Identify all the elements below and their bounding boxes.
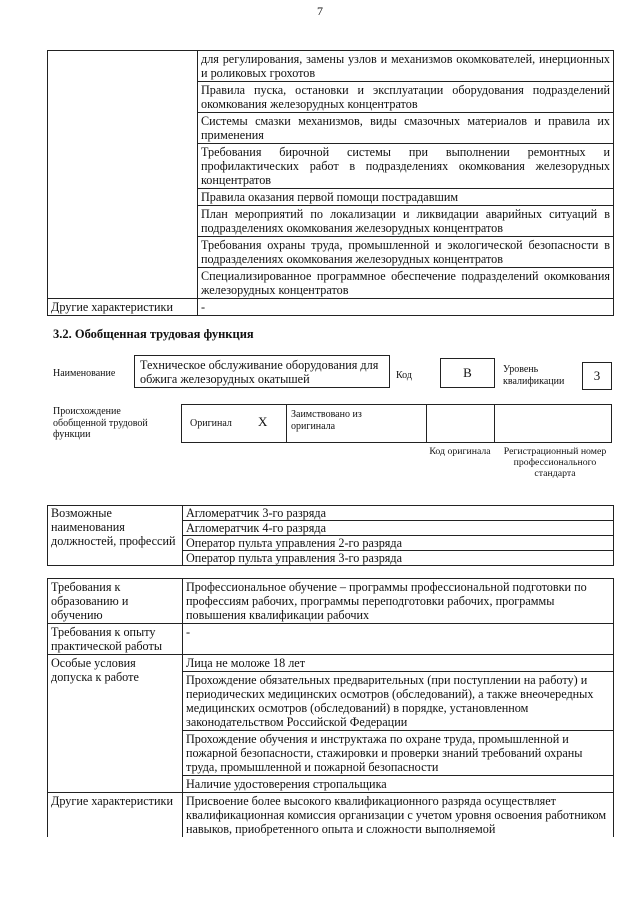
position-item: Агломератчик 4-го разряда xyxy=(183,521,614,536)
other-characteristics-value: - xyxy=(198,299,614,316)
position-item: Оператор пульта управления 2-го разряда xyxy=(183,536,614,551)
name-label: Наименование xyxy=(53,368,116,379)
table-row xyxy=(48,299,614,316)
level-label: Уровень квалификации xyxy=(503,364,565,387)
empty-label-cell xyxy=(48,51,198,299)
position-item: Агломератчик 3-го разряда xyxy=(183,506,614,521)
knowledge-table xyxy=(47,50,614,316)
table-row xyxy=(48,579,614,624)
knowledge-item: Специализированное программное обеспечение подразделений окомкования железорудных концентратов xyxy=(198,268,614,299)
borrowed-label: Заимствовано из оригинала xyxy=(291,409,362,432)
other-characteristics-value: Присвоение более высокого квалификационного разряда осуществляет квалификационная комиссия организации с учетом уровня освоения работником навыков, приобретенного опыта и сложности выполняемой xyxy=(183,793,614,838)
knowledge-item: Правила пуска, остановки и эксплуатации оборудования подразделений окомкования железорудных концентратов xyxy=(198,82,614,113)
origin-row xyxy=(181,404,612,443)
origin-label: Происхождение обобщенной трудовой функции xyxy=(53,406,148,440)
page-number: 7 xyxy=(317,4,323,18)
reg-number-caption: Регистрационный номер профессионального стандарта xyxy=(503,446,607,479)
origin-divider xyxy=(286,404,287,443)
access-label: Особые условия допуска к работе xyxy=(48,655,183,793)
education-label: Требования к образованию и обучению xyxy=(48,579,183,624)
code-original-caption: Код оригинала xyxy=(429,446,491,457)
knowledge-item: Правила оказания первой помощи пострадавшим xyxy=(198,189,614,206)
knowledge-item: План мероприятий по локализации и ликвидации аварийных ситуаций в подразделениях окомкования железорудных концентратов xyxy=(198,206,614,237)
knowledge-item: для регулирования, замены узлов и механизмов окомкователей, инерционных и роликовых грохотов xyxy=(198,51,614,82)
knowledge-item: Системы смазки механизмов, виды смазочных материалов и правила их применения xyxy=(198,113,614,144)
other-characteristics-label: Другие характеристики xyxy=(48,793,183,838)
table-row xyxy=(48,51,614,82)
position-item: Оператор пульта управления 3-го разряда xyxy=(183,551,614,566)
requirements-table xyxy=(47,578,614,837)
section-title: 3.2. Обобщенная трудовая функция xyxy=(53,327,254,341)
origin-divider xyxy=(426,404,427,443)
original-label: Оригинал xyxy=(190,418,232,429)
code-label: Код xyxy=(396,370,412,381)
positions-table xyxy=(47,505,614,566)
education-value: Профессиональное обучение – программы профессиональной подготовки по профессиям рабочих, программы переподготовки рабочих, программы повышения квалификации рабочих xyxy=(183,579,614,624)
experience-value: - xyxy=(183,624,614,655)
table-row xyxy=(48,793,614,838)
access-item: Прохождение обучения и инструктажа по охране труда, промышленной и пожарной безопасности, стажировки и проверки знаний требований охраны труда, промышленной и пожарной безопасности xyxy=(183,731,614,776)
knowledge-item: Требования охраны труда, промышленной и экологической безопасности в подразделениях окомкования железорудных концентратов xyxy=(198,237,614,268)
table-row xyxy=(48,506,614,521)
function-name-box xyxy=(134,355,390,388)
other-characteristics-label: Другие характеристики xyxy=(48,299,198,316)
positions-label: Возможные наименования должностей, профессий xyxy=(48,506,183,566)
code-value: В xyxy=(440,358,495,388)
access-item: Наличие удостоверения стропальщика xyxy=(183,776,614,793)
function-name-value: Техническое обслуживание оборудования для обжига железорудных окатышей xyxy=(140,358,379,386)
table-row xyxy=(48,655,614,672)
access-item: Прохождение обязательных предварительных (при поступлении на работу) и периодических медицинских осмотров (обследований), а также внеочередных медицинских осмотров (обследований) в порядке, установленном законодательством Российской Федерации xyxy=(183,672,614,731)
knowledge-item: Требования бирочной системы при выполнении ремонтных и профилактических работ в подразделениях окомкования железорудных концентратов xyxy=(198,144,614,189)
original-mark: X xyxy=(258,414,268,429)
level-value: 3 xyxy=(582,362,612,390)
origin-divider xyxy=(494,404,495,443)
access-item: Лица не моложе 18 лет xyxy=(183,655,614,672)
table-row xyxy=(48,624,614,655)
experience-label: Требования к опыту практической работы xyxy=(48,624,183,655)
